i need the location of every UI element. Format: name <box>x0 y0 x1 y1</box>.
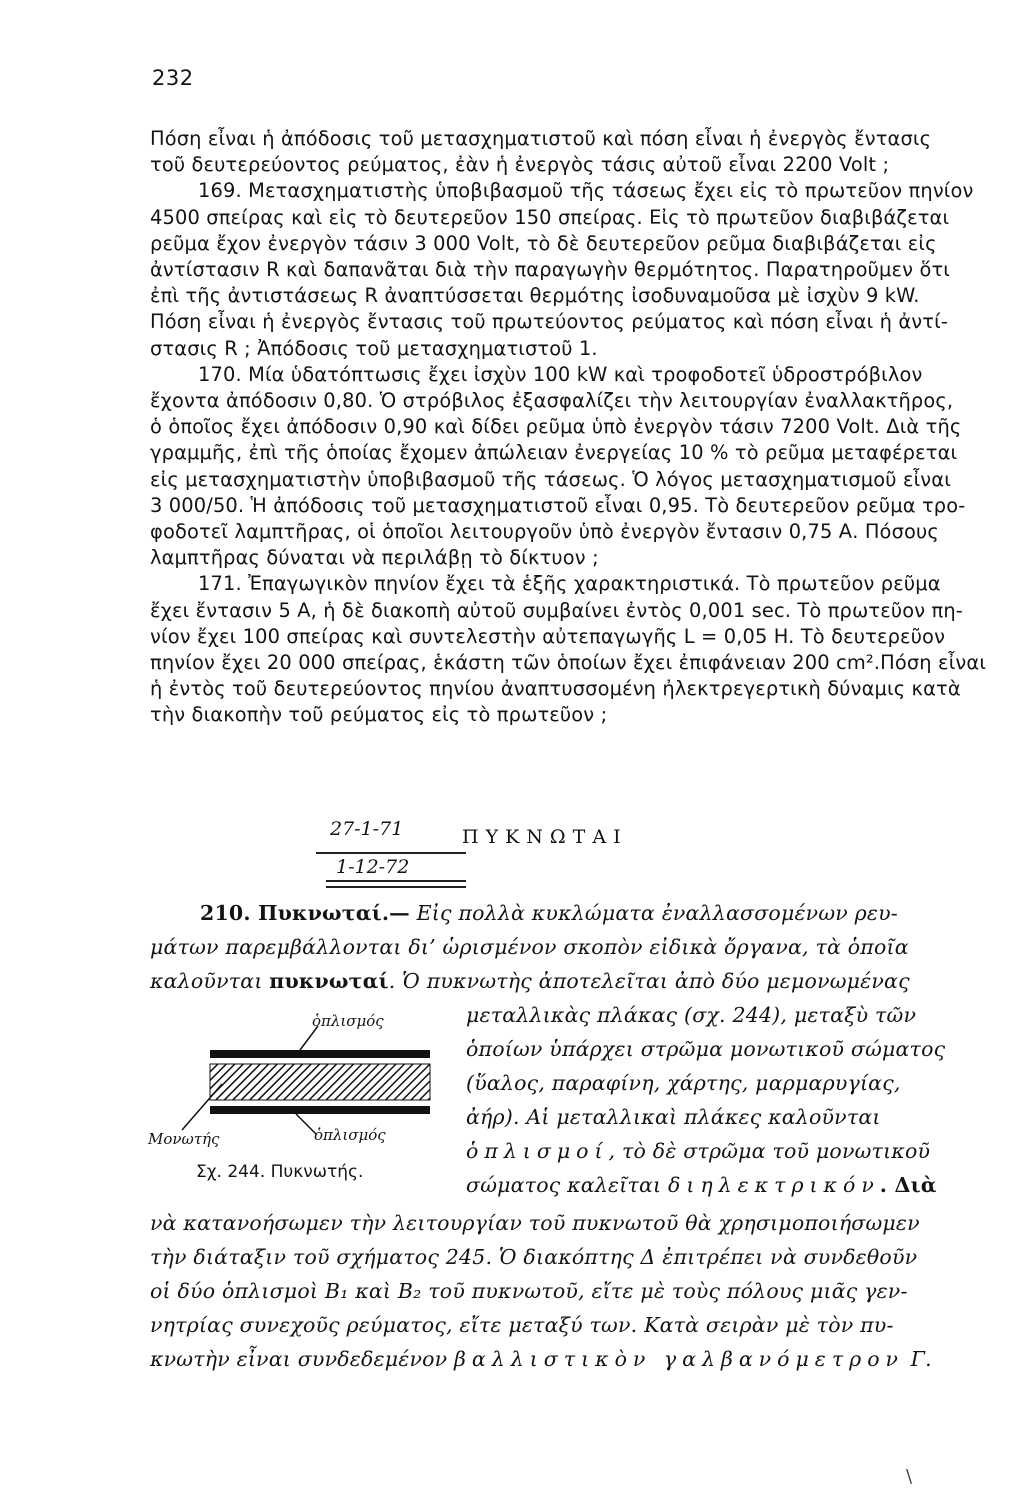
exercise-line: πηνίον ἔχει 20 000 σπείρας, ἑκάστη τῶν ὁποίων ἔχει ἐπιφάνειαν 200 cm².Πόση εἶναι <box>150 651 987 675</box>
text-span: , τὸ δὲ στρῶμα τοῦ μονωτικοῦ <box>608 1139 931 1163</box>
handwritten-date-bottom: 1-12-72 <box>336 856 410 878</box>
spaced-term: βαλλιστικὸν γαλβανόμετρον <box>454 1347 905 1371</box>
exercise-line: λαμπτῆρας δύναται νὰ περιλάβῃ τὸ δίκτυον ; <box>150 546 599 570</box>
exercise-line: ἐπὶ τῆς ἀντιστάσεως R ἀναπτύσσεται θερμότης ἰσοδυναμοῦσα μὲ ἰσχὺν 9 kW. <box>150 284 920 308</box>
full-line: τὴν διάταξιν τοῦ σχήματος 245. Ὁ διακόπτης Δ ἐπιτρέπει νὰ συνδεθοῦν <box>150 1245 918 1269</box>
page-number: 232 <box>152 66 194 90</box>
full-line: νητρίας συνεχοῦς ρεύματος, εἴτε μεταξύ των. Κατὰ σειρὰν μὲ τὸν πυ- <box>150 1313 894 1337</box>
text-span: Γ. <box>904 1347 932 1371</box>
text-span: . Ὁ πυκνωτὴς ἀποτελεῖται ἀπὸ δύο μεμονωμένας <box>388 969 910 993</box>
side-line <box>466 1170 937 1200</box>
exercise-line: γραμμῆς, ἐπὶ τῆς ὁποίας ἔχομεν ἀπώλειαν ἐνεργείας 10 % τὸ ρεῦμα μεταφέρεται <box>150 441 958 465</box>
spaced-term: διηλεκτρικόν <box>668 1173 880 1197</box>
section-number-title: 210. Πυκνωταί.— <box>200 901 410 925</box>
text-span: σώματος καλεῖται <box>466 1173 669 1197</box>
exercise-line: τὴν διακοπὴν τοῦ ρεύματος εἰς τὸ πρωτεῦον ; <box>150 703 608 727</box>
leader-line <box>296 1114 316 1134</box>
side-line: μεταλλικὰς πλάκας (σχ. 244), μεταξὺ τῶν <box>466 1003 917 1027</box>
exercise-171-start: 171. Ἐπαγωγικὸν πηνίον ἔχει τὰ ἑξῆς χαρακτηριστικά. Τὸ πρωτεῦον ρεῦμα <box>198 572 941 596</box>
exercise-line: ἔχοντα ἀπόδοσιν 0,80. Ὁ στρόβιλος ἐξασφαλίζει τὴν λειτουργίαν ἐναλλακτῆρος, <box>150 389 954 413</box>
exercise-line: 3 000/50. Ἡ ἀπόδοσις τοῦ μετασχηματιστοῦ εἶναι 0,95. Τὸ δευτερεῦον ρεῦμα τρο- <box>150 493 966 517</box>
side-line: ἀήρ). Αἱ μεταλλικαὶ πλάκες καλοῦνται <box>466 1105 881 1129</box>
text-span: καλοῦνται <box>150 969 270 993</box>
exercise-line: στασις R ; Ἀπόδοσις τοῦ μετασχηματιστοῦ 1. <box>150 336 598 360</box>
label-insulator: Μονωτής <box>148 1130 220 1148</box>
exercise-line: ὁ ὁποῖος ἔχει ἀπόδοσιν 0,90 καὶ δίδει ρεῦμα ὑπὸ ἐνεργὸν τάσιν 7200 Volt. Διὰ τῆς <box>150 415 962 439</box>
exercise-line: τοῦ δευτερεύοντος ρεύματος, ἐὰν ἡ ἐνεργὸς τάσις αὐτοῦ εἶναι 2200 Volt ; <box>150 153 890 177</box>
section-line-2: μάτων παρεμβάλλονται δι’ ὡρισμένον σκοπὸν εἰδικὰ ὄργανα, τὰ ὁποῖα <box>150 935 909 959</box>
top-plate <box>210 1050 430 1058</box>
handwritten-underline <box>326 880 466 882</box>
exercises-block <box>150 126 988 729</box>
side-line: (ὕαλος, παραφίνη, χάρτης, μαρμαρυγίας, <box>466 1071 901 1095</box>
bold-term: πυκνωταί <box>269 969 389 993</box>
handwritten-date-top: 27-1-71 <box>330 818 404 840</box>
side-line <box>466 1136 930 1166</box>
exercise-line: νίον ἔχει 100 σπείρας καὶ συντελεστὴν αὐτεπαγωγῆς L = 0,05 H. Τὸ δευτερεῦον <box>150 624 946 648</box>
full-line <box>150 1344 932 1374</box>
exercise-line: ἔχει ἔντασιν 5 Α, ἡ δὲ διακοπὴ αὐτοῦ συμβαίνει ἐντὸς 0,001 sec. Τὸ πρωτεῦον πη- <box>150 598 963 622</box>
exercise-line: ἡ ἐντὸς τοῦ δευτερεύοντος πηνίου ἀναπτυσσομένη ἠλεκτρεγερτικὴ δύναμις κατὰ <box>150 677 961 701</box>
label-plate-bottom: ὁπλισμός <box>314 1126 386 1144</box>
handwritten-underline <box>326 886 466 888</box>
text-span: . Διὰ <box>879 1173 937 1197</box>
spaced-term: ὁπλισμοί <box>466 1139 609 1163</box>
exercise-line: ρεῦμα ἔχον ἐνεργὸν τάσιν 3 000 Volt, τὸ δὲ δευτερεῦον ρεῦμα διαβιβάζεται εἰς <box>150 231 937 255</box>
full-line: οἱ δύο ὁπλισμοὶ B₁ καὶ B₂ τοῦ πυκνωτοῦ, εἴτε μὲ τοὺς πόλους μιᾶς γεν- <box>150 1279 908 1303</box>
exercise-line: ἀντίστασιν R καὶ δαπανᾶται διὰ τὴν παραγωγὴν θερμότητος. Παρατηροῦμεν ὅτι <box>150 258 950 282</box>
figure-caption: Σχ. 244. Πυκνωτής. <box>196 1162 364 1182</box>
bottom-plate <box>210 1106 430 1114</box>
dielectric-layer <box>210 1064 430 1100</box>
full-line: νὰ κατανοήσωμεν τὴν λειτουργίαν τοῦ πυκνωτοῦ θὰ χρησιμοποιήσωμεν <box>150 1211 920 1235</box>
side-line: ὁποίων ὑπάρχει στρῶμα μονωτικοῦ σώματος <box>466 1037 946 1061</box>
section-line-1 <box>200 898 898 928</box>
exercise-line: Πόση εἶναι ἡ ἀπόδοσις τοῦ μετασχηματιστοῦ καὶ πόση εἶναι ἡ ἐνεργὸς ἔντασις <box>150 127 932 150</box>
text-span: κνωτὴν εἶναι συνδεδεμένον <box>150 1347 455 1371</box>
handwritten-underline <box>316 852 466 854</box>
section-line-3 <box>150 966 910 996</box>
exercise-170-start: 170. Μία ὑδατόπτωσις ἔχει ἰσχὺν 100 kW καὶ τροφοδοτεῖ ὑδροστρόβιλον <box>198 362 923 386</box>
exercise-line: φοδοτεῖ λαμπτῆρας, οἱ ὁποῖοι λειτουργοῦν ὑπὸ ἐνεργὸν ἔντασιν 0,75 Α. Πόσους <box>150 520 939 544</box>
section-heading: ΠΥΚΝΩΤΑΙ <box>462 826 628 848</box>
exercise-line: εἰς μετασχηματιστὴν ὑποβιβασμοῦ τῆς τάσεως. Ὁ λόγος μετασχηματισμοῦ εἶναι <box>150 467 951 491</box>
text-span: Εἰς πολλὰ κυκλώματα ἐναλλασσομένων ρευ- <box>409 901 898 925</box>
exercise-line: 4500 σπείρας καὶ εἰς τὸ δευτερεῦον 150 σπείρας. Εἰς τὸ πρωτεῦον διαβιβάζεται <box>150 205 950 229</box>
stray-mark: \ <box>906 1466 913 1487</box>
exercise-169-start: 169. Μετασχηματιστὴς ὑποβιβασμοῦ τῆς τάσεως ἔχει εἰς τὸ πρωτεῦον πηνίον <box>198 179 974 203</box>
label-plate-top: ὁπλισμός <box>312 1012 384 1030</box>
exercise-line: Πόση εἶναι ἡ ἐνεργὸς ἔντασις τοῦ πρωτεύοντος ρεύματος καὶ πόση εἶναι ἡ ἀντί- <box>150 310 948 334</box>
